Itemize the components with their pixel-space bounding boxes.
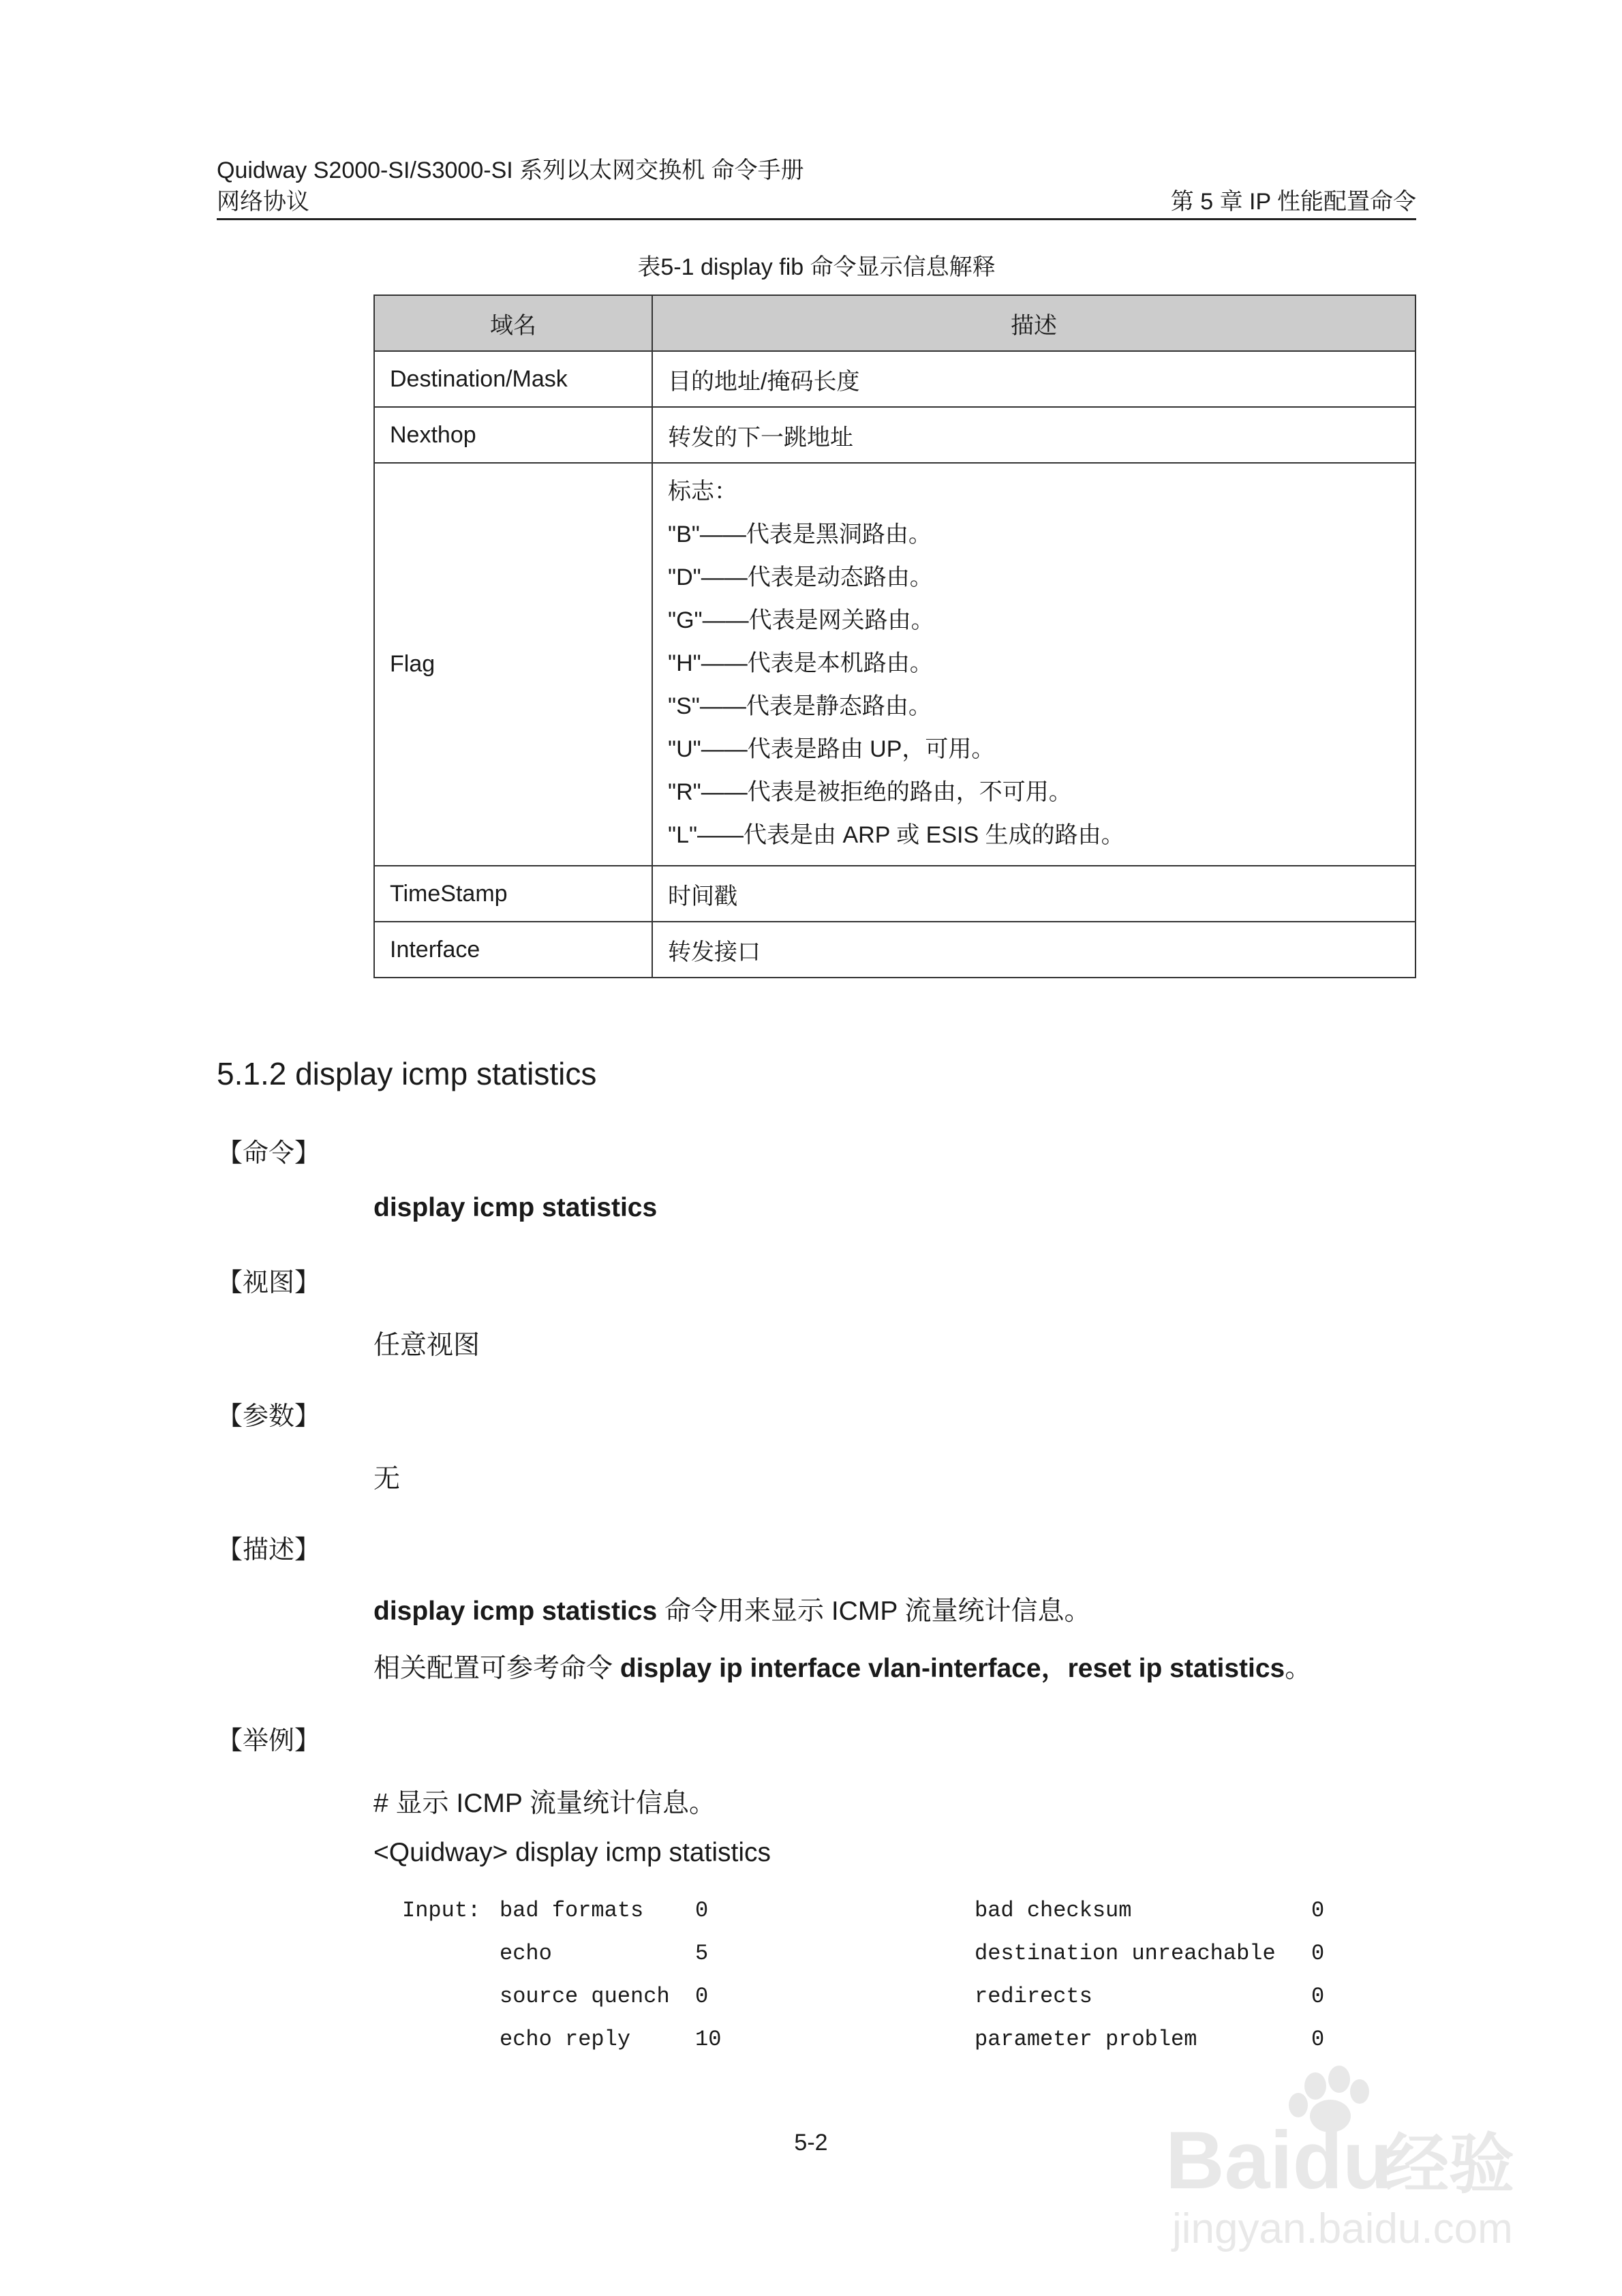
related-commands xyxy=(373,1647,1311,1685)
view-label: 【视图】 xyxy=(217,1269,321,1297)
output-left-name: echo reply xyxy=(500,2027,631,2052)
fib-info-table xyxy=(373,294,1416,978)
watermark-brand: Baidu xyxy=(1165,2115,1393,2206)
output-left-value: 10 xyxy=(695,2027,722,2052)
command-label: 【命令】 xyxy=(217,1139,321,1168)
output-input-label: Input: xyxy=(402,1898,481,1923)
output-left-name: bad formats xyxy=(500,1898,644,1923)
param-text: 无 xyxy=(373,1464,401,1494)
field-cell: Flag xyxy=(374,463,652,866)
flag-line: "S"——代表是静态路由。 xyxy=(668,693,932,719)
description-body: 命令用来显示 ICMP 流量统计信息。 xyxy=(657,1597,1091,1626)
table-row xyxy=(374,351,1416,407)
watermark-brand-cn: 经验 xyxy=(1383,2126,1514,2203)
output-right-value: 0 xyxy=(1311,1941,1325,1966)
related-command-2: reset ip statistics xyxy=(1067,1654,1285,1683)
output-left-value: 5 xyxy=(695,1941,709,1966)
related-separator: ， xyxy=(1041,1654,1068,1683)
desc-cell: 转发接口 xyxy=(652,922,1416,978)
output-right-name: parameter problem xyxy=(975,2027,1197,2052)
description-command: display icmp statistics xyxy=(373,1597,658,1626)
output-right-name: destination unreachable xyxy=(975,1941,1276,1966)
document-title: Quidway S2000-SI/S3000-SI 系列以太网交换机 命令手册 xyxy=(217,157,804,183)
view-text: 任意视图 xyxy=(373,1331,480,1360)
related-command-1: display ip interface vlan-interface xyxy=(619,1654,1041,1683)
desc-cell xyxy=(652,463,1416,866)
page-number: 5-2 xyxy=(794,2130,828,2156)
flag-line: "U"——代表是路由 UP，可用。 xyxy=(668,736,995,762)
related-prefix: 相关配置可参考命令 xyxy=(373,1654,620,1683)
table-row xyxy=(374,866,1416,922)
example-comment: # 显示 ICMP 流量统计信息。 xyxy=(373,1789,716,1818)
table-row xyxy=(374,463,1416,866)
output-left-value: 0 xyxy=(695,1898,709,1923)
flag-line: "L"——代表是由 ARP 或 ESIS 生成的路由。 xyxy=(668,822,1124,848)
table-caption: 表5-1 display fib 命令显示信息解释 xyxy=(637,254,996,280)
output-left-name: echo xyxy=(500,1941,552,1966)
field-cell: Interface xyxy=(374,922,652,978)
output-right-value: 0 xyxy=(1311,2027,1325,2052)
command-name: display icmp statistics xyxy=(373,1193,658,1222)
baidu-watermark xyxy=(1152,2059,1561,2263)
flag-line: 标志： xyxy=(668,479,737,504)
table-row xyxy=(374,922,1416,978)
field-cell: TimeStamp xyxy=(374,866,652,922)
table-header-row xyxy=(374,295,1416,351)
description-label: 【描述】 xyxy=(217,1536,321,1565)
desc-cell: 时间戳 xyxy=(652,866,1416,922)
flag-line: "D"——代表是动态路由。 xyxy=(668,564,933,590)
output-right-name: redirects xyxy=(975,1984,1092,2009)
desc-cell: 目的地址/掩码长度 xyxy=(652,351,1416,407)
flag-line: "H"——代表是本机路由。 xyxy=(668,650,933,676)
output-right-name: bad checksum xyxy=(975,1898,1132,1923)
section-heading: 5.1.2 display icmp statistics xyxy=(217,1056,597,1091)
flag-line: "B"——代表是黑洞路由。 xyxy=(668,522,932,547)
field-cell: Destination/Mask xyxy=(374,351,652,407)
flag-line: "G"——代表是网关路由。 xyxy=(668,607,934,633)
output-right-value: 0 xyxy=(1311,1984,1325,2009)
related-end: 。 xyxy=(1285,1654,1312,1683)
output-right-value: 0 xyxy=(1311,1898,1325,1923)
watermark-url: jingyan.baidu.com xyxy=(1172,2205,1513,2252)
description-text xyxy=(373,1590,1090,1628)
example-prompt: <Quidway> display icmp statistics xyxy=(373,1838,771,1867)
field-cell: Nexthop xyxy=(374,407,652,463)
desc-cell: 转发的下一跳地址 xyxy=(652,407,1416,463)
document-section: 网络协议 xyxy=(217,189,309,215)
column-header-desc: 描述 xyxy=(652,295,1416,351)
output-left-name: source quench xyxy=(500,1984,670,2009)
flag-line: "R"——代表是被拒绝的路由，不可用。 xyxy=(668,779,1072,805)
example-label: 【举例】 xyxy=(217,1727,321,1755)
table-row xyxy=(374,407,1416,463)
output-left-value: 0 xyxy=(695,1984,709,2009)
command-text xyxy=(373,1193,657,1223)
column-header-field: 域名 xyxy=(374,295,652,351)
chapter-title: 第 5 章 IP 性能配置命令 xyxy=(1170,189,1416,215)
header-rule xyxy=(217,218,1416,220)
param-label: 【参数】 xyxy=(217,1402,321,1431)
